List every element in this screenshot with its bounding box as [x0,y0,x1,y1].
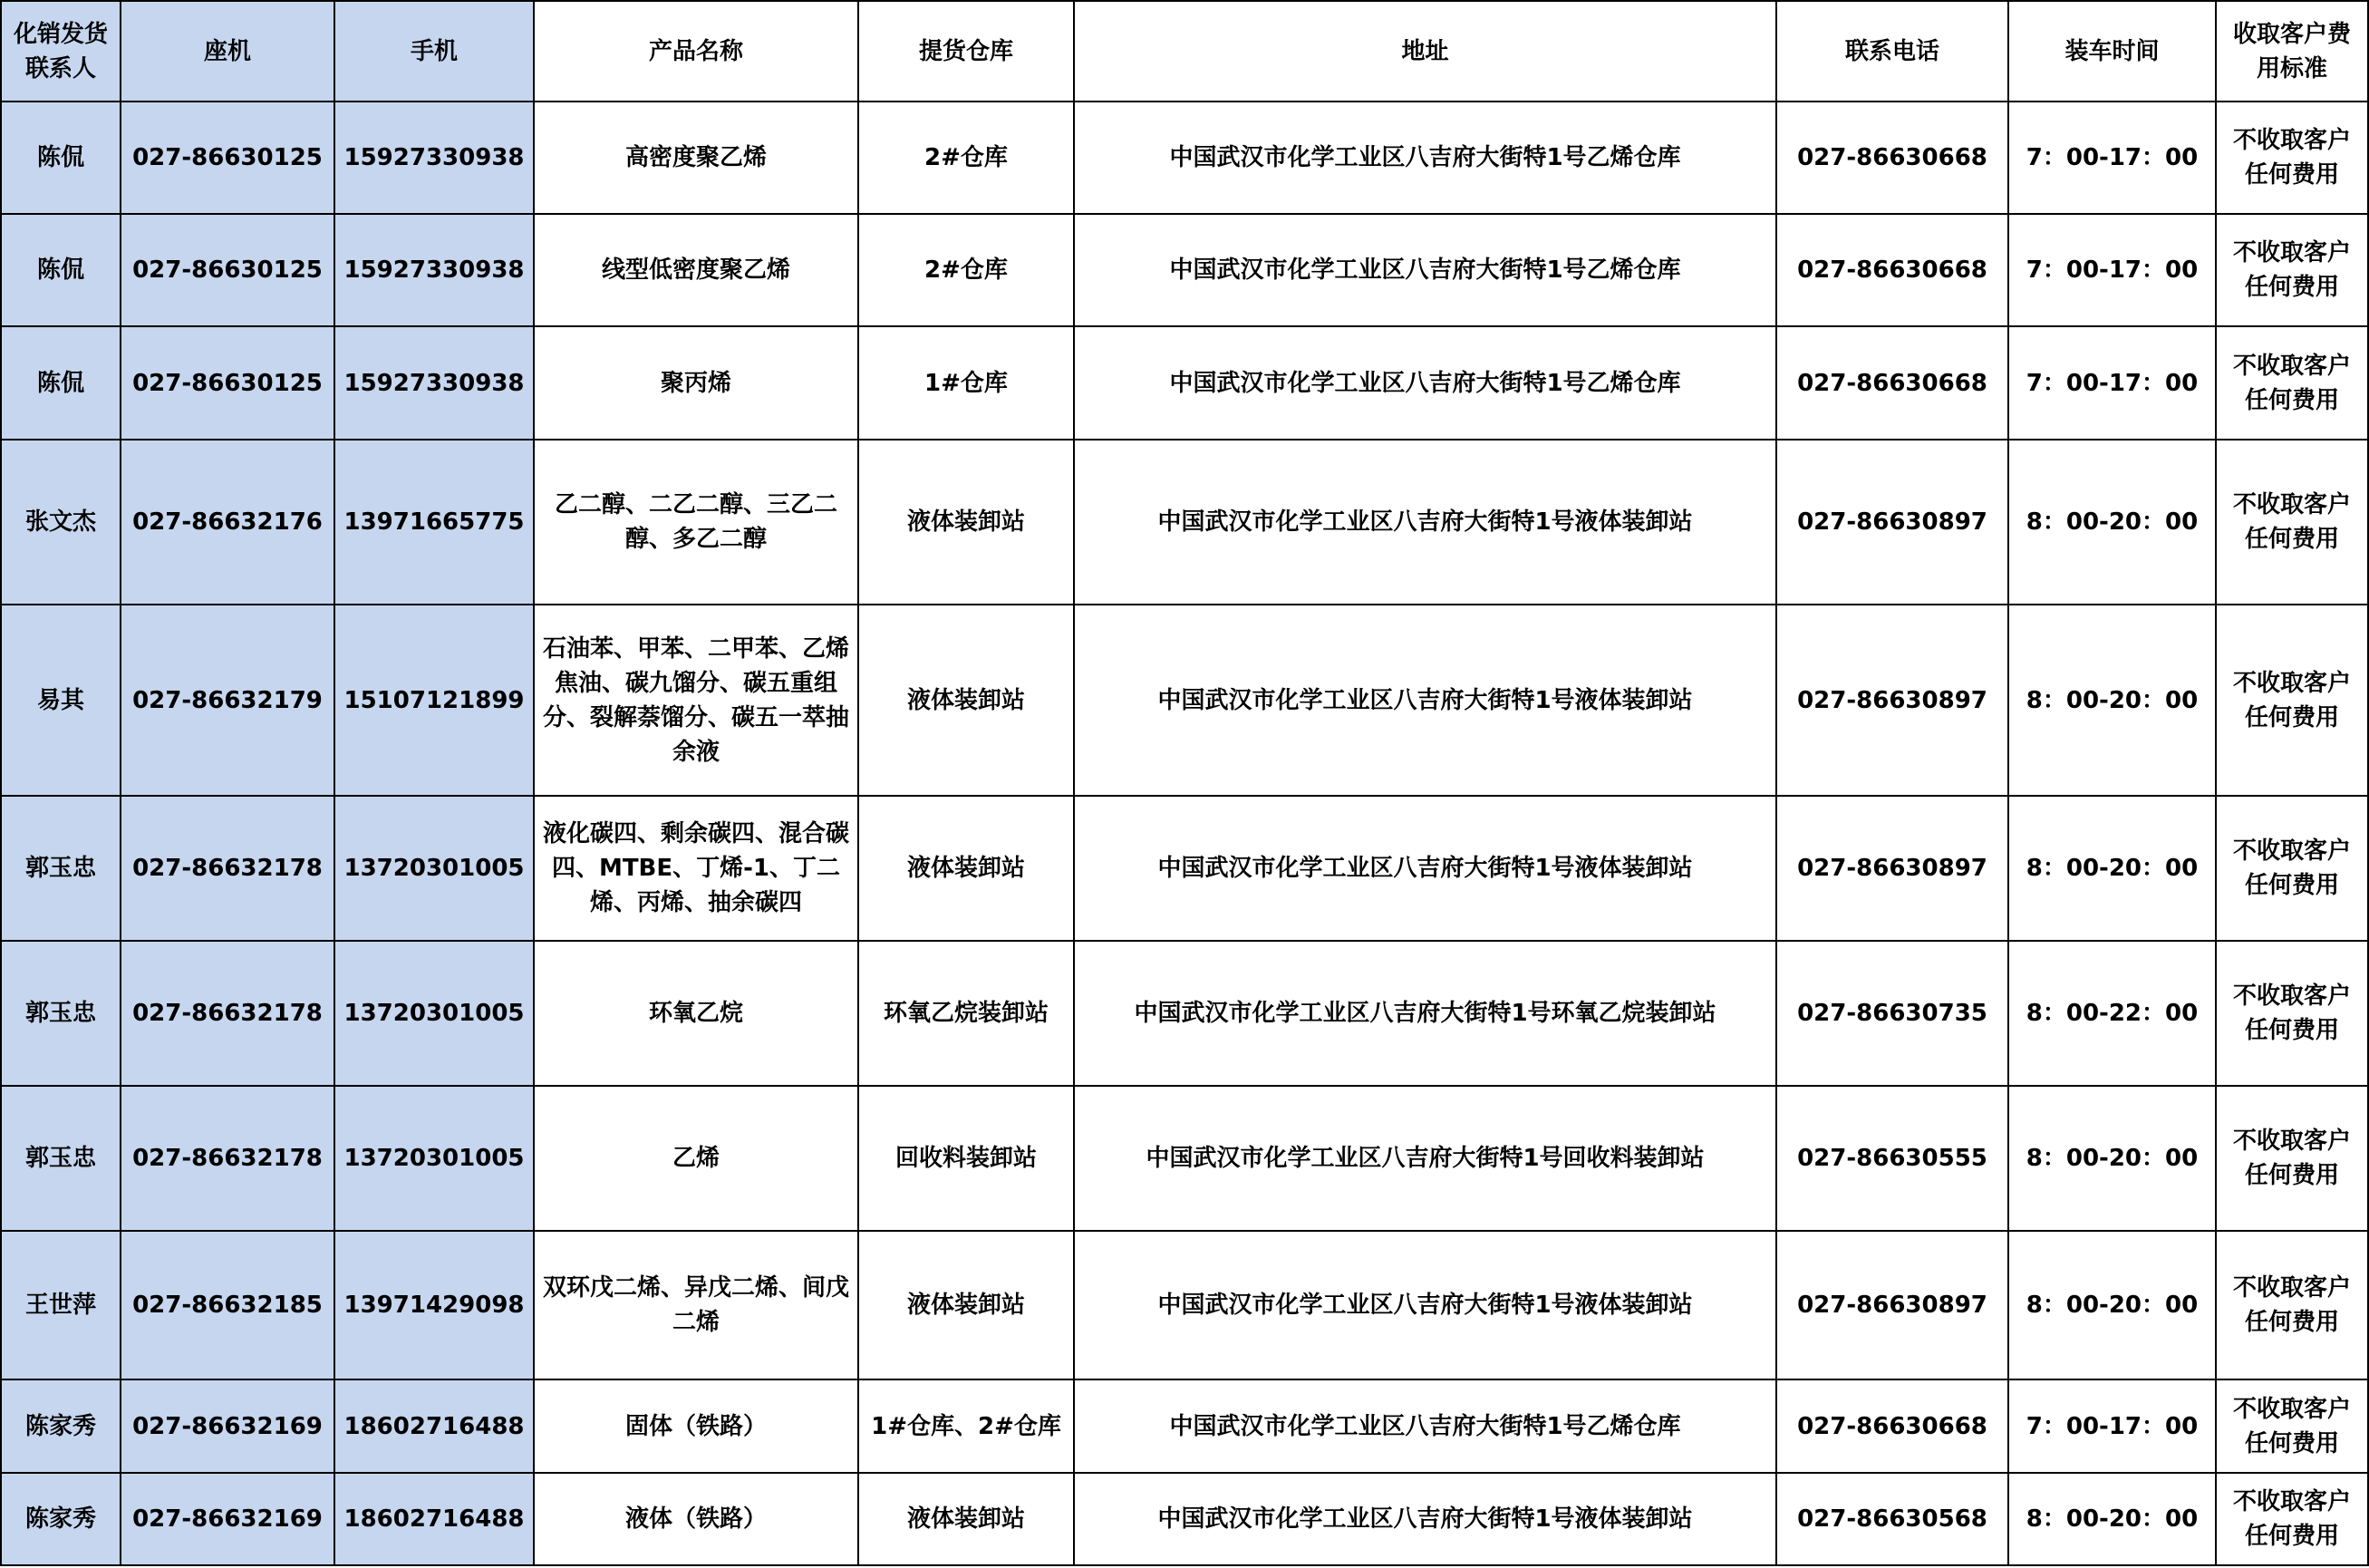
cell-loading-time: 8：00-20：00 [2008,796,2216,941]
cell-phone: 027-86630568 [1776,1473,2008,1565]
cell-loading-time: 8：00-22：00 [2008,941,2216,1086]
cell-phone: 027-86630668 [1776,326,2008,440]
cell-fee: 不收取客户任何费用 [2216,1473,2368,1565]
cell-mobile: 13971429098 [334,1231,534,1379]
cell-contact: 张文杰 [1,440,121,605]
header-address: 地址 [1074,1,1776,102]
cell-phone: 027-86630735 [1776,941,2008,1086]
cell-warehouse: 液体装卸站 [858,1473,1074,1565]
cell-mobile: 13720301005 [334,941,534,1086]
cell-fee: 不收取客户任何费用 [2216,326,2368,440]
cell-contact: 王世萍 [1,1231,121,1379]
cell-address: 中国武汉市化学工业区八吉府大街特1号液体装卸站 [1074,1231,1776,1379]
table-row [1,796,2368,941]
header-fee: 收取客户费用标准 [2216,1,2368,102]
cell-fee: 不收取客户任何费用 [2216,102,2368,214]
cell-phone: 027-86630897 [1776,796,2008,941]
cell-address: 中国武汉市化学工业区八吉府大街特1号乙烯仓库 [1074,214,1776,326]
cell-mobile: 18602716488 [334,1379,534,1473]
cell-landline: 027-86630125 [121,214,334,326]
table-row [1,1086,2368,1231]
cell-fee: 不收取客户任何费用 [2216,1086,2368,1231]
cell-product: 乙烯 [534,1086,858,1231]
cell-phone: 027-86630555 [1776,1086,2008,1231]
cell-phone: 027-86630668 [1776,214,2008,326]
cell-loading-time: 7：00-17：00 [2008,1379,2216,1473]
cell-warehouse: 2#仓库 [858,102,1074,214]
cell-phone: 027-86630897 [1776,440,2008,605]
header-landline: 座机 [121,1,334,102]
cell-contact: 陈侃 [1,102,121,214]
cell-warehouse: 1#仓库 [858,326,1074,440]
cell-landline: 027-86632178 [121,796,334,941]
table-row [1,941,2368,1086]
table-row [1,1379,2368,1473]
cell-address: 中国武汉市化学工业区八吉府大街特1号液体装卸站 [1074,796,1776,941]
cell-fee: 不收取客户任何费用 [2216,214,2368,326]
cell-contact: 陈侃 [1,214,121,326]
cell-address: 中国武汉市化学工业区八吉府大街特1号液体装卸站 [1074,605,1776,796]
header-row [1,1,2368,102]
cell-loading-time: 7：00-17：00 [2008,214,2216,326]
cell-warehouse: 回收料装卸站 [858,1086,1074,1231]
header-warehouse: 提货仓库 [858,1,1074,102]
cell-phone: 027-86630897 [1776,605,2008,796]
cell-mobile: 15107121899 [334,605,534,796]
cell-fee: 不收取客户任何费用 [2216,796,2368,941]
cell-product: 固体（铁路） [534,1379,858,1473]
cell-loading-time: 8：00-20：00 [2008,440,2216,605]
cell-fee: 不收取客户任何费用 [2216,605,2368,796]
cell-phone: 027-86630668 [1776,1379,2008,1473]
cell-mobile: 13720301005 [334,796,534,941]
cell-fee: 不收取客户任何费用 [2216,1379,2368,1473]
cell-mobile: 13971665775 [334,440,534,605]
cell-fee: 不收取客户任何费用 [2216,440,2368,605]
cell-landline: 027-86632169 [121,1473,334,1565]
cell-loading-time: 8：00-20：00 [2008,605,2216,796]
cell-contact: 易其 [1,605,121,796]
cell-address: 中国武汉市化学工业区八吉府大街特1号环氧乙烷装卸站 [1074,941,1776,1086]
cell-mobile: 15927330938 [334,102,534,214]
cell-fee: 不收取客户任何费用 [2216,1231,2368,1379]
cell-landline: 027-86632178 [121,1086,334,1231]
cell-warehouse: 环氧乙烷装卸站 [858,941,1074,1086]
cell-loading-time: 7：00-17：00 [2008,102,2216,214]
cell-address: 中国武汉市化学工业区八吉府大街特1号乙烯仓库 [1074,326,1776,440]
cell-contact: 陈家秀 [1,1379,121,1473]
cell-loading-time: 8：00-20：00 [2008,1231,2216,1379]
cell-product: 环氧乙烷 [534,941,858,1086]
cell-warehouse: 1#仓库、2#仓库 [858,1379,1074,1473]
cell-product: 聚丙烯 [534,326,858,440]
cell-contact: 郭玉忠 [1,1086,121,1231]
cell-contact: 陈家秀 [1,1473,121,1565]
cell-loading-time: 8：00-20：00 [2008,1473,2216,1565]
cell-warehouse: 液体装卸站 [858,440,1074,605]
header-mobile: 手机 [334,1,534,102]
cell-landline: 027-86632185 [121,1231,334,1379]
cell-product: 线型低密度聚乙烯 [534,214,858,326]
table-row [1,1473,2368,1565]
cell-loading-time: 8：00-20：00 [2008,1086,2216,1231]
cell-contact: 郭玉忠 [1,796,121,941]
cell-landline: 027-86630125 [121,326,334,440]
cell-mobile: 13720301005 [334,1086,534,1231]
cell-warehouse: 液体装卸站 [858,605,1074,796]
cell-product: 乙二醇、二乙二醇、三乙二醇、多乙二醇 [534,440,858,605]
table-row [1,605,2368,796]
cell-contact: 郭玉忠 [1,941,121,1086]
header-contact: 化销发货联系人 [1,1,121,102]
cell-loading-time: 7：00-17：00 [2008,326,2216,440]
cell-phone: 027-86630897 [1776,1231,2008,1379]
cell-address: 中国武汉市化学工业区八吉府大街特1号液体装卸站 [1074,440,1776,605]
cell-product: 液化碳四、剩余碳四、混合碳四、MTBE、丁烯-1、丁二烯、丙烯、抽余碳四 [534,796,858,941]
table-row [1,1231,2368,1379]
cell-address: 中国武汉市化学工业区八吉府大街特1号乙烯仓库 [1074,1379,1776,1473]
cell-mobile: 15927330938 [334,214,534,326]
cell-product: 液体（铁路） [534,1473,858,1565]
cell-product: 双环戊二烯、异戊二烯、间戊二烯 [534,1231,858,1379]
cell-address: 中国武汉市化学工业区八吉府大街特1号乙烯仓库 [1074,102,1776,214]
cell-mobile: 15927330938 [334,326,534,440]
cell-address: 中国武汉市化学工业区八吉府大街特1号液体装卸站 [1074,1473,1776,1565]
cell-warehouse: 液体装卸站 [858,796,1074,941]
table-row [1,440,2368,605]
cell-landline: 027-86632178 [121,941,334,1086]
cell-warehouse: 2#仓库 [858,214,1074,326]
cell-landline: 027-86630125 [121,102,334,214]
header-time: 装车时间 [2008,1,2216,102]
cell-mobile: 18602716488 [334,1473,534,1565]
cell-product: 高密度聚乙烯 [534,102,858,214]
cell-product: 石油苯、甲苯、二甲苯、乙烯焦油、碳九馏分、碳五重组分、裂解萘馏分、碳五一萃抽余液 [534,605,858,796]
cell-landline: 027-86632169 [121,1379,334,1473]
cell-fee: 不收取客户任何费用 [2216,941,2368,1086]
header-product: 产品名称 [534,1,858,102]
cell-address: 中国武汉市化学工业区八吉府大街特1号回收料装卸站 [1074,1086,1776,1231]
cell-contact: 陈侃 [1,326,121,440]
cell-landline: 027-86632176 [121,440,334,605]
table-row [1,326,2368,440]
table-row [1,102,2368,214]
header-phone: 联系电话 [1776,1,2008,102]
table-row [1,214,2368,326]
cell-warehouse: 液体装卸站 [858,1231,1074,1379]
cell-phone: 027-86630668 [1776,102,2008,214]
cell-landline: 027-86632179 [121,605,334,796]
